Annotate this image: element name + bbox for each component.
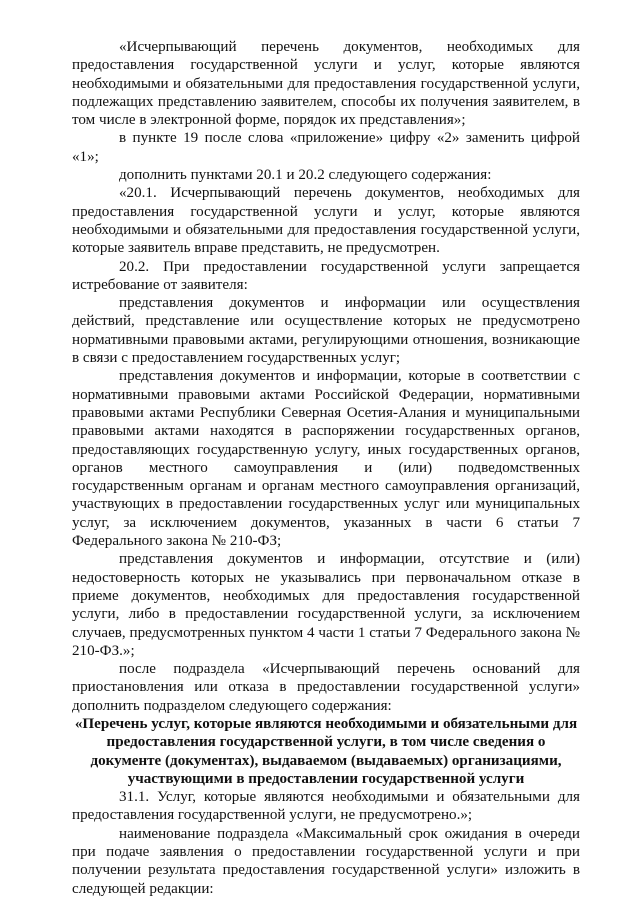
subsection-heading: «Перечень услуг, которые являются необходимыми и обязательными для предоставления государственной услуги, в том числе сведения о документе (документах), выдаваемом (выдаваемых) организациями, участвующими в предоставлении государственной услуги [74, 715, 578, 787]
document-body [72, 38, 580, 898]
paragraph-item-20-1: «20.1. Исчерпывающий перечень документов, необходимых для предоставления государственной услуги и услуг, которые являются необходимыми и обязательными для предоставления государственной услуги, которые заявитель вправе представить, не предусмотрен. [72, 185, 580, 257]
paragraph-item-20-2: 20.2. При предоставлении государственной услуги запрещается истребование от заявителя: [72, 258, 580, 293]
paragraph-prohibition-2: представления документов и информации, которые в соответствии с нормативными правовыми актами Российской Федерации, нормативными правовыми актами Республики Северная Осетия-Алания и муниципальными правовыми актами находятся в распоряжении государственных органов, предоставляющих государственную услугу, иных государственных органов, органов местного самоуправления и (или) подведомственных государственным органам и органам местного самоуправления организаций, участвующих в предоставлении государственных услуг или муниципальных услуг, за исключением документов, указанных в части 6 статьи 7 Федерального закона № 210-ФЗ; [72, 368, 580, 550]
paragraph-document-list-title: «Исчерпывающий перечень документов, необходимых для предоставления государственной услуги и услуг, которые являются необходимыми и обязательными для предоставления государственной услуги, подлежащих представлению заявителем, способы их получения заявителем, в том числе в электронной форме, порядок их представления»; [72, 39, 580, 129]
paragraph-prohibition-3: представления документов и информации, отсутствие и (или) недостоверность которых не указывались при первоначальном отказе в приеме документов, необходимых для предоставления государственной услуги, либо в предоставлении государственной услуги, за исключением случаев, предусмотренных пунктом 4 части 1 статьи 7 Федерального закона № 210-ФЗ.»; [72, 551, 580, 659]
paragraph-rename-subsection: наименование подраздела «Максимальный срок ожидания в очереди при подаче заявления о предоставлении государственной услуги и при получении результата предоставления государственной услуги» изложить в следующей редакции: [72, 825, 580, 897]
paragraph-prohibition-1: представления документов и информации или осуществления действий, представление или осуществление которых не предусмотрено нормативными правовыми актами, регулирующими отношения, возникающие в связи с предоставлением государственных услуг; [72, 295, 580, 367]
paragraph-item-31-1: 31.1. Услуг, которые являются необходимыми и обязательными для предоставления государственной услуги, не предусмотрено.»; [72, 789, 580, 824]
paragraph-add-items-intro: дополнить пунктами 20.1 и 20.2 следующего содержания: [119, 167, 492, 184]
paragraph-item-19-change: в пункте 19 после слова «приложение» цифру «2» заменить цифрой «1»; [72, 130, 580, 165]
paragraph-add-subsection-intro: после подраздела «Исчерпывающий перечень оснований для приостановления или отказа в предоставлении государственной услуги» дополнить подразделом следующего содержания: [72, 661, 580, 714]
